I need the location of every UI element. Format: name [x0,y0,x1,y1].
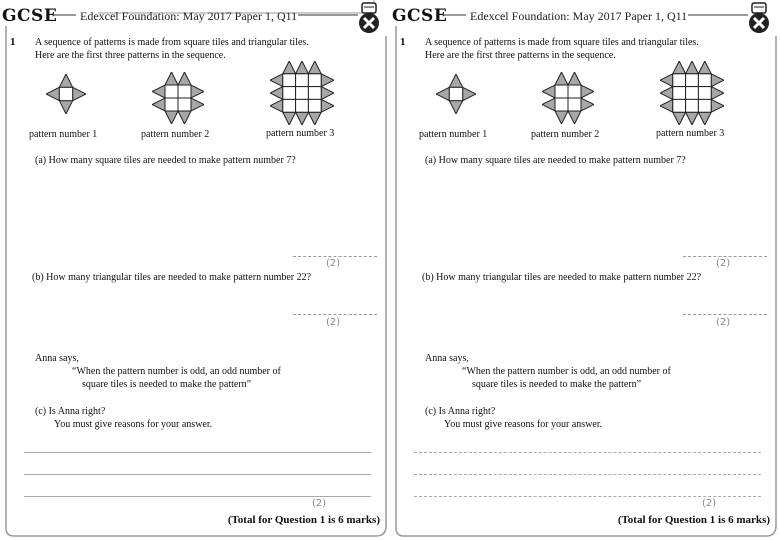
gcse-logo: GCSE [392,6,448,26]
triangle-tile-right [191,98,204,111]
square-tile [178,85,191,98]
part-a-question: (a) How many square tiles are needed to make pattern number 7? [425,155,686,166]
triangle-tile-left [660,74,673,87]
part-a-question: (a) How many square tiles are needed to make pattern number 7? [35,155,296,166]
part-a-answer-line[interactable] [683,256,767,257]
square-tile [308,99,321,112]
square-tile [308,87,321,100]
pattern-2-diagram [542,72,594,124]
triangle-tile-top [308,61,321,74]
triangle-tile-left [46,87,59,100]
square-tile [568,98,581,111]
part-b-question: (b) How many triangular tiles are needed to make pattern number 22? [32,272,312,283]
worksheet-page-left [2,0,388,538]
triangle-tile-top [673,61,686,74]
question-intro [425,36,745,62]
question-number: 1 [10,36,16,48]
square-tile [698,99,711,112]
triangle-tile-top [296,61,309,74]
triangle-tile-bottom [296,112,309,125]
triangle-tile-top [165,72,178,85]
part-c-question: (c) Is Anna right? [35,406,106,417]
intro-line-1: A sequence of patterns is made from square tiles and triangular tiles. [425,37,699,48]
question-intro [35,36,355,62]
triangle-tile-right [191,85,204,98]
square-tile [283,99,296,112]
part-c-instruction: You must give reasons for your answer. [54,419,213,430]
triangle-tile-right [581,98,594,111]
square-tile [296,74,309,87]
part-c-writing-line-2[interactable] [24,474,371,475]
triangle-tile-bottom [568,111,581,124]
square-tile [178,98,191,111]
triangle-tile-top [178,72,191,85]
square-tile [673,99,686,112]
triangle-tile-right [73,87,86,100]
triangle-tile-bottom [308,112,321,125]
total-marks: (Total for Question 1 is 6 marks) [617,514,770,526]
worksheet-page-right [392,0,778,538]
intro-line-2: Here are the first three patterns in the sequence. [425,50,616,61]
part-c-instruction: You must give reasons for your answer. [444,419,603,430]
pattern-3-diagram [660,61,724,125]
anna-says: Anna says, [425,353,469,364]
square-tile [673,87,686,100]
part-c-writing-line-3[interactable] [24,496,371,497]
part-b-question: (b) How many triangular tiles are needed to make pattern number 22? [422,272,702,283]
square-tile [296,99,309,112]
part-a-answer-line[interactable] [293,256,377,257]
square-tile [449,87,462,100]
part-b-marks: (2) [716,317,731,328]
square-tile [555,98,568,111]
triangle-tile-right [711,74,724,87]
part-c-marks: (2) [312,498,327,509]
square-tile [686,74,699,87]
header-title: Edexcel Foundation: May 2017 Paper 1, Q11 [470,9,688,23]
triangle-tile-top [555,72,568,85]
triangle-tile-left [270,74,283,87]
square-tile [283,74,296,87]
square-tile [59,87,72,100]
triangle-tile-top [568,72,581,85]
pattern-1-label: pattern number 1 [419,129,488,140]
triangle-tile-left [270,87,283,100]
triangle-tile-bottom [686,112,699,125]
pattern-3-label: pattern number 3 [266,128,335,139]
anna-quote-line-2: square tiles is needed to make the pattern” [472,379,642,390]
square-tile [568,85,581,98]
part-b-marks: (2) [326,317,341,328]
triangle-tile-bottom [698,112,711,125]
triangle-tile-left [270,99,283,112]
square-tile [283,87,296,100]
triangle-tile-top [59,74,72,87]
part-c-writing-line-2[interactable] [414,474,761,475]
triangle-tile-bottom [165,111,178,124]
square-tile [296,87,309,100]
anna-quote-line-1: “When the pattern number is odd, an odd number of [72,366,281,377]
part-c-writing-line-1[interactable] [414,452,761,453]
triangle-tile-right [321,99,334,112]
triangle-tile-left [660,99,673,112]
square-tile [165,85,178,98]
triangle-tile-right [581,85,594,98]
part-c-question: (c) Is Anna right? [425,406,496,417]
square-tile [686,99,699,112]
triangle-tile-right [711,87,724,100]
header-title: Edexcel Foundation: May 2017 Paper 1, Q11 [80,9,298,23]
triangle-tile-left [152,98,165,111]
pattern-2-label: pattern number 2 [531,129,600,140]
part-c-marks: (2) [702,498,717,509]
intro-line-1: A sequence of patterns is made from square tiles and triangular tiles. [35,37,309,48]
triangle-tile-bottom [283,112,296,125]
triangle-tile-right [321,87,334,100]
pattern-3-label: pattern number 3 [656,128,725,139]
anna-says: Anna says, [35,353,79,364]
part-c-writing-line-3[interactable] [414,496,761,497]
pattern-2-diagram [152,72,204,124]
triangle-tile-left [660,87,673,100]
triangle-tile-left [542,98,555,111]
pattern-1-label: pattern number 1 [29,129,98,140]
triangle-tile-top [698,61,711,74]
intro-line-2: Here are the first three patterns in the sequence. [35,50,226,61]
triangle-tile-left [152,85,165,98]
square-tile [686,87,699,100]
total-marks: (Total for Question 1 is 6 marks) [227,514,380,526]
anna-quote-line-1: “When the pattern number is odd, an odd number of [462,366,671,377]
gcse-logo: GCSE [2,6,58,26]
triangle-tile-bottom [178,111,191,124]
part-a-marks: (2) [326,258,341,269]
triangle-tile-top [449,74,462,87]
close-badge-icon[interactable] [746,2,772,39]
triangle-tile-top [686,61,699,74]
triangle-tile-top [283,61,296,74]
square-tile [165,98,178,111]
question-number: 1 [400,36,406,48]
square-tile [698,87,711,100]
triangle-tile-left [542,85,555,98]
pattern-3-diagram [270,61,334,125]
triangle-tile-right [321,74,334,87]
square-tile [308,74,321,87]
square-tile [673,74,686,87]
part-c-writing-line-1[interactable] [24,452,371,453]
square-tile [698,74,711,87]
part-a-marks: (2) [716,258,731,269]
triangle-tile-left [436,87,449,100]
part-b-answer-line[interactable] [683,314,767,315]
anna-quote-line-2: square tiles is needed to make the pattern” [82,379,252,390]
triangle-tile-right [463,87,476,100]
pattern-1-diagram [436,74,476,114]
triangle-tile-bottom [59,101,72,114]
triangle-tile-bottom [555,111,568,124]
triangle-tile-bottom [673,112,686,125]
triangle-tile-right [711,99,724,112]
pattern-1-diagram [46,74,86,114]
square-tile [555,85,568,98]
pattern-2-label: pattern number 2 [141,129,210,140]
part-b-answer-line[interactable] [293,314,377,315]
triangle-tile-bottom [449,101,462,114]
close-badge-icon[interactable] [356,2,382,39]
